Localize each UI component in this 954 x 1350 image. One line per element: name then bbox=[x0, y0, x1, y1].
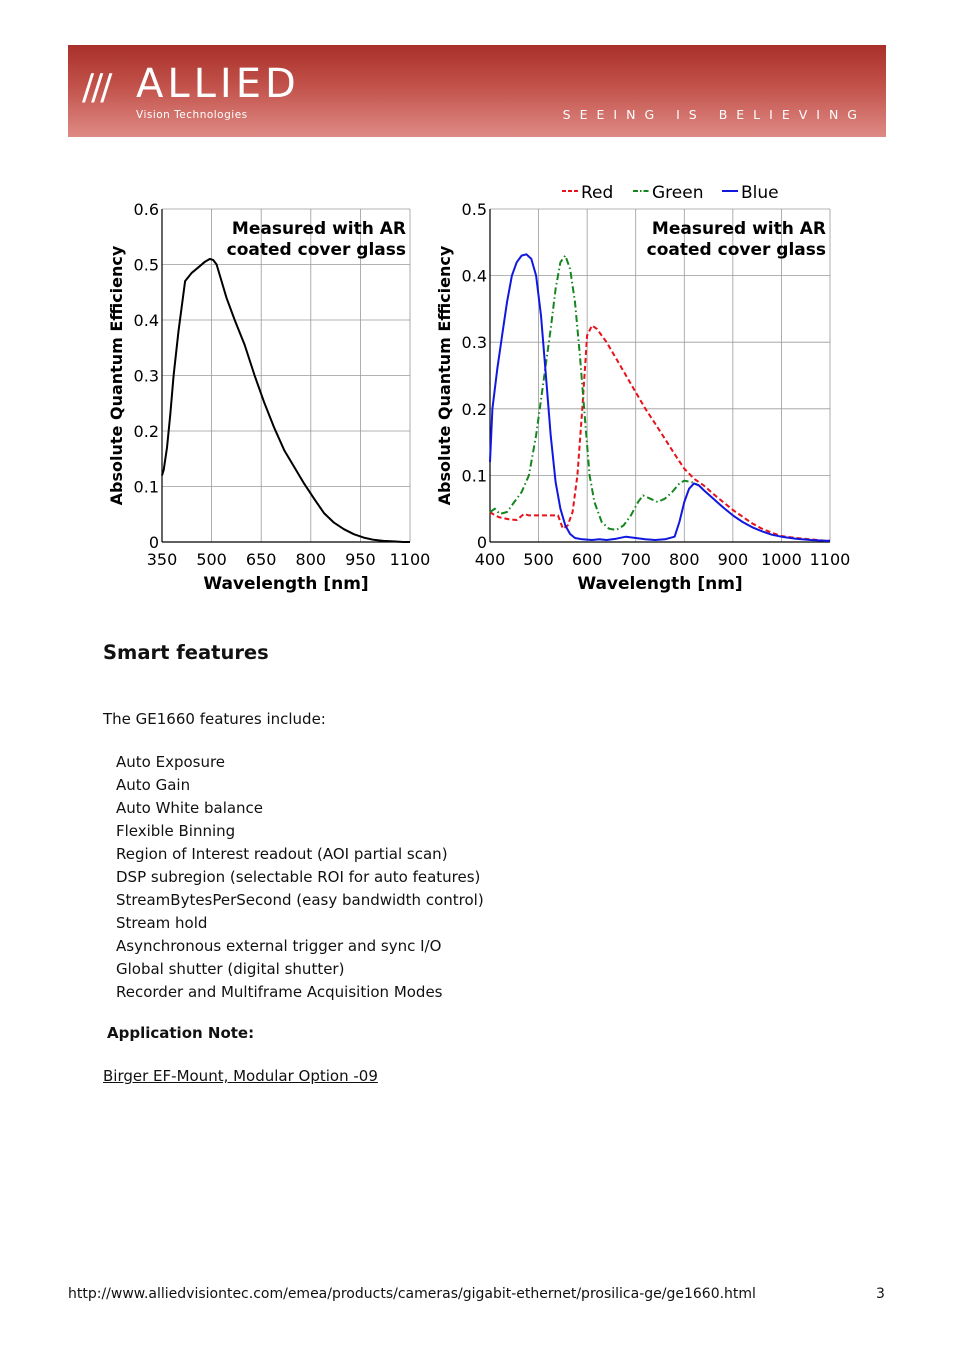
feature-item: Auto Gain bbox=[116, 776, 191, 794]
legend-label-green: Green bbox=[652, 183, 704, 203]
logo-wordmark: ALLIED bbox=[136, 61, 300, 107]
y-tick-label: 0.3 bbox=[133, 366, 159, 386]
x-tick-label: 400 bbox=[474, 550, 506, 569]
x-tick-label: 1000 bbox=[761, 550, 802, 569]
y-tick-label: 0 bbox=[476, 533, 487, 552]
y-tick-label: 0.5 bbox=[133, 255, 159, 275]
tagline: SEEING IS BELIEVING bbox=[562, 107, 866, 122]
feature-item: Auto White balance bbox=[116, 799, 264, 817]
y-tick-label: 0.3 bbox=[461, 333, 487, 353]
features-list bbox=[116, 751, 484, 1004]
y-axis-title: Absolute Quantum Efficiency bbox=[107, 245, 126, 506]
y-tick-label: 0.4 bbox=[461, 266, 487, 286]
header-banner bbox=[68, 45, 886, 137]
x-tick-label: 350 bbox=[146, 550, 178, 569]
x-tick-label: 500 bbox=[196, 550, 227, 569]
y-tick-label: 0.1 bbox=[133, 477, 159, 497]
feature-item: Auto Exposure bbox=[116, 753, 226, 771]
x-tick-label: 800 bbox=[669, 550, 700, 569]
features-intro: The GE1660 features include: bbox=[103, 710, 326, 728]
quantum-efficiency-charts bbox=[0, 170, 954, 610]
chart-annotation: Measured with AR bbox=[651, 219, 826, 239]
logo-subtitle: Vision Technologies bbox=[136, 109, 248, 121]
x-tick-label: 1100 bbox=[809, 550, 851, 569]
y-tick-label: 0.6 bbox=[133, 200, 159, 219]
y-tick-label: 0 bbox=[148, 533, 159, 552]
chart-annotation: coated cover glass bbox=[226, 240, 406, 260]
chart-annotation: coated cover glass bbox=[646, 240, 826, 260]
page-number: 3 bbox=[876, 1286, 885, 1302]
series-line-blue bbox=[490, 254, 830, 540]
y-tick-label: 0.4 bbox=[133, 311, 159, 330]
feature-item: DSP subregion (selectable ROI for auto features) bbox=[116, 868, 481, 886]
x-tick-label: 700 bbox=[620, 550, 651, 569]
y-tick-label: 0.2 bbox=[461, 399, 487, 419]
x-axis-title: Wavelength [nm] bbox=[203, 574, 369, 594]
x-tick-label: 600 bbox=[571, 550, 603, 569]
legend-label-blue: Blue bbox=[741, 183, 779, 203]
x-tick-label: 950 bbox=[345, 550, 376, 569]
feature-item: Asynchronous external trigger and sync I/O bbox=[116, 937, 442, 955]
feature-item: Flexible Binning bbox=[116, 822, 236, 840]
feature-item: Stream hold bbox=[116, 914, 208, 932]
app-note-link[interactable]: Birger EF-Mount, Modular Option -09 bbox=[103, 1067, 378, 1085]
x-tick-label: 650 bbox=[245, 550, 277, 569]
footer-url: http://www.alliedvisiontec.com/emea/products/cameras/gigabit-ethernet/prosilica-ge/ge1660.html bbox=[68, 1286, 756, 1302]
x-axis-title: Wavelength [nm] bbox=[577, 574, 743, 594]
y-axis-title: Absolute Quantum Efficiency bbox=[435, 245, 454, 506]
section-title: Smart features bbox=[103, 641, 269, 664]
series-line-green bbox=[490, 256, 699, 530]
feature-item: Region of Interest readout (AOI partial scan) bbox=[116, 845, 448, 863]
y-tick-label: 0.1 bbox=[461, 466, 487, 486]
feature-item: StreamBytesPerSecond (easy bandwidth control) bbox=[116, 891, 484, 909]
x-tick-label: 1100 bbox=[389, 550, 431, 569]
logo-slashes: /// bbox=[82, 67, 110, 108]
x-tick-label: 800 bbox=[295, 550, 327, 569]
app-note-label: Application Note: bbox=[107, 1024, 255, 1042]
feature-item: Global shutter (digital shutter) bbox=[116, 960, 345, 978]
x-tick-label: 900 bbox=[717, 550, 749, 569]
series-line-qe bbox=[162, 259, 410, 542]
legend-label-red: Red bbox=[581, 183, 614, 203]
feature-item: Recorder and Multiframe Acquisition Modes bbox=[116, 983, 443, 1001]
chart-annotation: Measured with AR bbox=[231, 219, 406, 239]
series-line-red bbox=[490, 326, 830, 541]
x-tick-label: 500 bbox=[523, 550, 554, 569]
y-tick-label: 0.5 bbox=[461, 200, 487, 219]
y-tick-label: 0.2 bbox=[133, 422, 159, 441]
